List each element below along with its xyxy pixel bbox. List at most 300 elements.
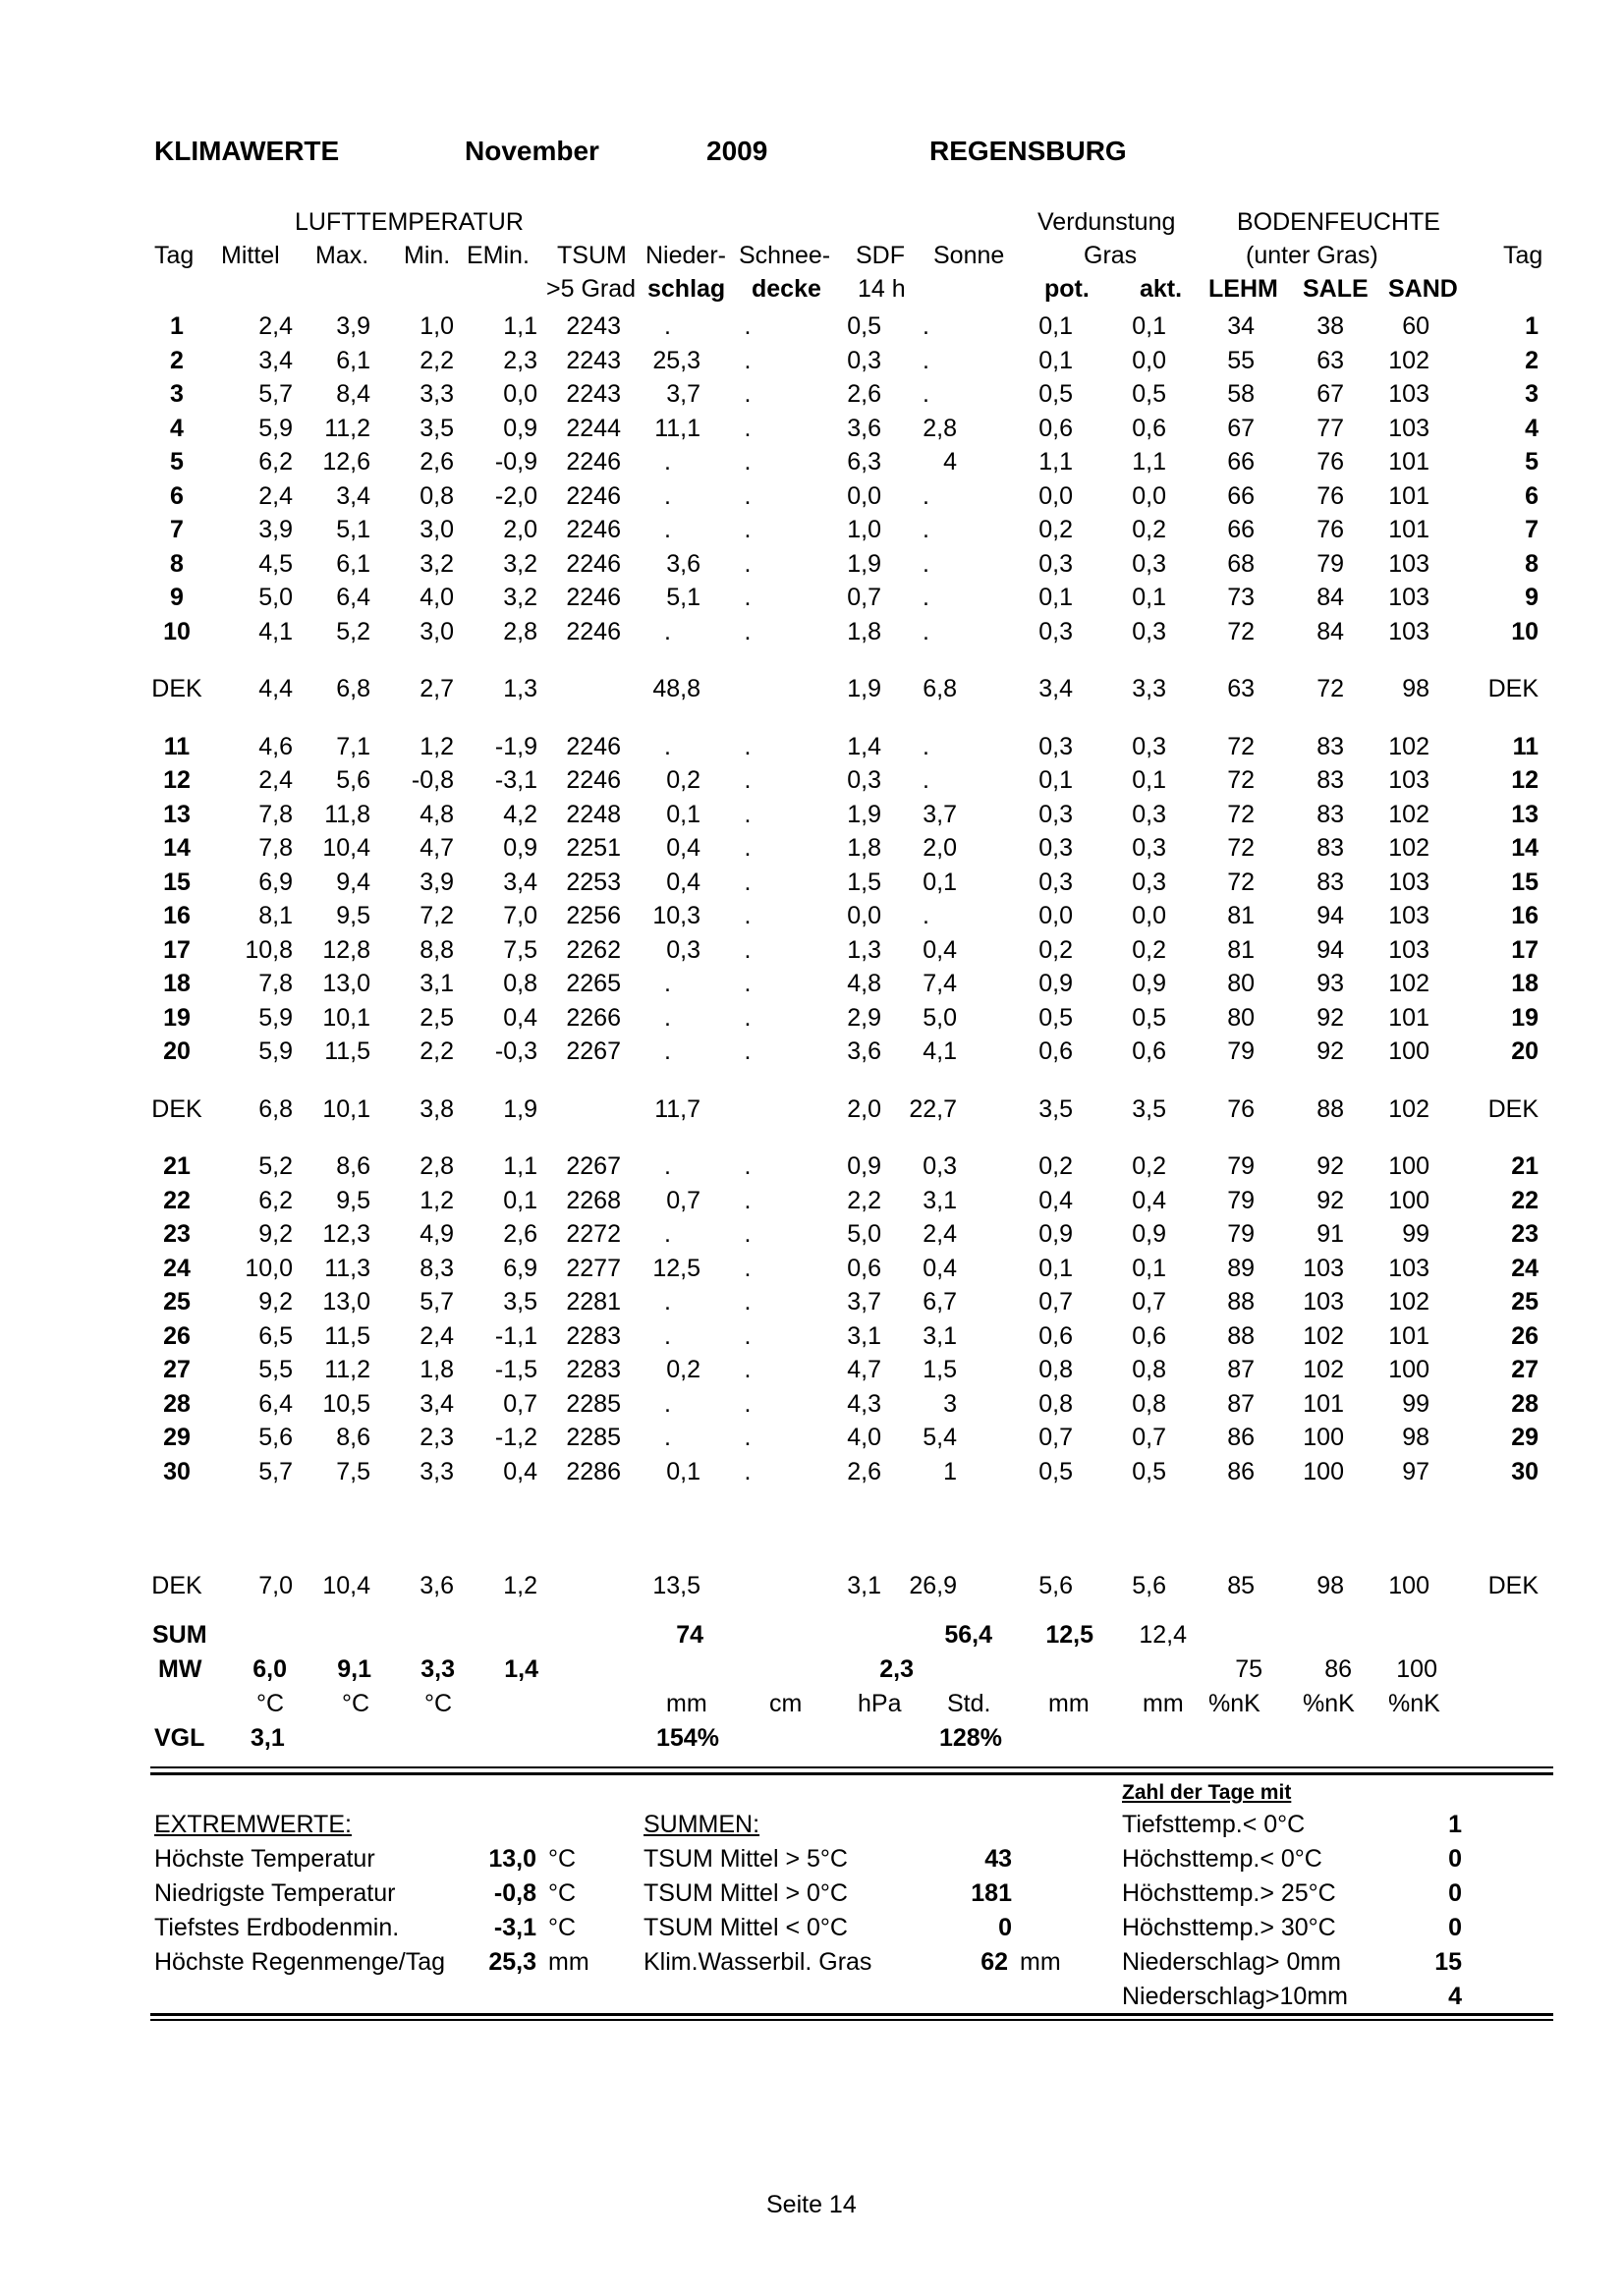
cell-tsum: 2246 <box>566 481 621 510</box>
cell-schnee: . <box>744 1457 752 1485</box>
cell-tsum: 2277 <box>566 1254 621 1282</box>
header-sand: SAND <box>1388 275 1458 303</box>
cell-akt: 5,6 <box>1132 1572 1166 1599</box>
cell-max: 10,1 <box>322 1003 370 1032</box>
mw-mittel: 6,0 <box>252 1655 287 1683</box>
cell-sonne: 1,5 <box>923 1356 957 1383</box>
zahl-label: Höchsttemp.< 0°C <box>1122 1845 1322 1873</box>
cell-sand: 100 <box>1388 1572 1429 1599</box>
cell-sonne: 3 <box>943 1389 957 1418</box>
cell-sonne: 3,1 <box>923 1321 957 1350</box>
cell-sand: 102 <box>1388 1288 1429 1316</box>
unit-sale: %nK <box>1303 1690 1355 1717</box>
cell-tag: 23 <box>163 1220 191 1248</box>
cell-tsum: 2248 <box>566 800 621 828</box>
header-tsum: TSUM <box>557 242 627 269</box>
cell-sdf: 1,3 <box>847 935 881 964</box>
cell-sonne: . <box>923 380 929 408</box>
cell-min: 2,8 <box>420 1152 454 1180</box>
zahl-der-tage-heading: Zahl der Tage mit <box>1122 1781 1292 1804</box>
cell-schnee: . <box>744 1424 752 1451</box>
cell-nieder: . <box>664 1220 671 1248</box>
cell-mittel: 4,6 <box>258 732 293 760</box>
cell-max: 6,8 <box>336 675 370 702</box>
summen-value: 181 <box>971 1879 1012 1907</box>
cell-pot: 0,3 <box>1038 868 1073 896</box>
cell-min: 2,7 <box>420 675 454 702</box>
cell-mittel: 2,4 <box>258 481 293 510</box>
cell-pot: 0,3 <box>1038 800 1073 828</box>
cell-max: 5,2 <box>336 617 370 645</box>
header-group-bodenfeuchte: BODENFEUCHTE <box>1237 208 1440 236</box>
cell-tag: 10 <box>163 617 191 645</box>
cell-sdf: 1,0 <box>847 516 881 543</box>
cell-emin: -1,5 <box>494 1356 537 1383</box>
header-akt: akt. <box>1140 275 1183 303</box>
cell-sonne: . <box>923 617 929 645</box>
cell-tsum <box>537 672 621 706</box>
cell-nieder: 11,1 <box>654 414 700 442</box>
cell-min: 1,0 <box>420 312 454 340</box>
cell-tsum: 2246 <box>566 516 621 543</box>
cell-mittel: 7,8 <box>258 834 293 862</box>
cell-tag-right: 14 <box>1511 834 1539 862</box>
unit-nieder: mm <box>666 1690 707 1717</box>
cell-pot: 0,6 <box>1038 1321 1073 1350</box>
mw-emin: 1,4 <box>504 1655 538 1683</box>
cell-nieder: . <box>664 1003 671 1032</box>
cell-mittel: 6,9 <box>258 868 293 896</box>
row-spacer <box>147 1126 1539 1149</box>
cell-sdf: 0,5 <box>847 312 881 340</box>
cell-tag-right: 25 <box>1511 1288 1539 1316</box>
cell-max: 7,5 <box>336 1457 370 1485</box>
cell-lehm: 72 <box>1227 766 1255 794</box>
zahl-value: 4 <box>1448 1983 1462 2010</box>
cell-pot: 0,2 <box>1038 516 1073 543</box>
cell-sdf: 3,1 <box>847 1321 881 1350</box>
header-lehm: LEHM <box>1208 275 1278 303</box>
cell-akt: 0,6 <box>1132 1037 1166 1065</box>
cell-sdf: 0,0 <box>847 481 881 510</box>
cell-emin: -3,1 <box>494 766 537 794</box>
cell-akt: 3,5 <box>1132 1094 1166 1123</box>
cell-tag: 24 <box>163 1254 191 1282</box>
header-nieder: Nieder- <box>645 242 726 269</box>
cell-min: 4,0 <box>420 584 454 611</box>
summen-label: Klim.Wasserbil. Gras <box>644 1948 872 1976</box>
cell-sdf: 0,3 <box>847 766 881 794</box>
unit-pot: mm <box>1048 1690 1090 1717</box>
cell-nieder: 25,3 <box>652 346 700 374</box>
unit-max: °C <box>342 1690 370 1717</box>
cell-emin: 2,8 <box>503 617 537 645</box>
cell-tag: 3 <box>170 380 184 408</box>
cell-sonne: 2,0 <box>923 834 957 862</box>
cell-lehm: 79 <box>1227 1186 1255 1214</box>
cell-pot: 0,7 <box>1038 1288 1073 1316</box>
cell-sale: 72 <box>1316 675 1344 702</box>
cell-nieder: 0,3 <box>666 935 700 964</box>
cell-nieder: . <box>664 312 671 340</box>
cell-min: 3,3 <box>420 1457 454 1485</box>
cell-tag-right: 27 <box>1511 1356 1539 1383</box>
cell-akt: 0,1 <box>1132 312 1166 340</box>
cell-sale: 83 <box>1316 800 1344 828</box>
cell-max: 11,5 <box>324 1037 370 1065</box>
cell-sale: 76 <box>1316 516 1344 543</box>
table-row <box>147 581 1539 615</box>
cell-min: 3,4 <box>420 1389 454 1418</box>
cell-sdf: 1,8 <box>847 834 881 862</box>
cell-emin: -1,2 <box>494 1424 537 1451</box>
cell-max: 12,8 <box>322 935 370 964</box>
vgl-label: VGL <box>154 1724 205 1752</box>
cell-pot: 0,9 <box>1038 970 1073 997</box>
cell-tag-right: 19 <box>1511 1003 1539 1032</box>
cell-sdf: 0,0 <box>847 902 881 929</box>
cell-sand: 100 <box>1388 1037 1429 1065</box>
cell-tsum: 2281 <box>566 1288 621 1316</box>
cell-min: 1,2 <box>420 1186 454 1214</box>
mw-lehm: 75 <box>1235 1655 1262 1683</box>
summen-value: 43 <box>984 1845 1012 1873</box>
cell-lehm: 86 <box>1227 1457 1255 1485</box>
cell-tsum: 2243 <box>566 346 621 374</box>
cell-schnee: . <box>744 970 752 997</box>
cell-sand: 60 <box>1402 312 1429 340</box>
cell-pot: 0,6 <box>1038 414 1073 442</box>
cell-tsum: 2243 <box>566 312 621 340</box>
cell-tag: 2 <box>170 346 184 374</box>
cell-max: 10,4 <box>322 834 370 862</box>
table-row <box>147 1353 1539 1387</box>
header-emin: EMin. <box>467 242 530 269</box>
cell-min: 8,8 <box>420 935 454 964</box>
cell-max: 9,4 <box>336 868 370 896</box>
cell-sdf: 2,6 <box>847 1457 881 1485</box>
cell-lehm: 86 <box>1227 1424 1255 1451</box>
cell-tag-right: 6 <box>1525 481 1539 510</box>
cell-sdf: 5,0 <box>847 1220 881 1248</box>
extremwerte-value: -3,1 <box>493 1914 536 1941</box>
vgl-nieder: 154% <box>656 1724 719 1752</box>
sum-nieder: 74 <box>676 1621 703 1649</box>
divider-bottom-2 <box>150 2019 1553 2021</box>
cell-tsum: 2265 <box>566 970 621 997</box>
cell-sonne: 0,4 <box>923 1254 957 1282</box>
cell-lehm: 63 <box>1227 675 1255 702</box>
cell-schnee: . <box>744 1288 752 1316</box>
cell-schnee: . <box>744 1254 752 1282</box>
cell-akt: 0,1 <box>1132 584 1166 611</box>
cell-sand: 101 <box>1388 516 1429 543</box>
cell-lehm: 80 <box>1227 1003 1255 1032</box>
cell-max: 12,3 <box>322 1220 370 1248</box>
cell-akt: 0,2 <box>1132 516 1166 543</box>
cell-pot: 0,4 <box>1038 1186 1073 1214</box>
cell-mittel: 5,9 <box>258 1003 293 1032</box>
header-group-verdunstung: Verdunstung <box>1037 208 1176 236</box>
cell-sonne: 6,8 <box>923 675 957 702</box>
cell-sdf: 2,6 <box>847 380 881 408</box>
cell-schnee <box>714 1569 781 1603</box>
unit-sand: %nK <box>1388 1690 1440 1717</box>
cell-tsum <box>537 1569 621 1603</box>
table-row <box>147 763 1539 798</box>
cell-max: 11,5 <box>324 1321 370 1350</box>
cell-nieder: 13,5 <box>652 1572 700 1599</box>
cell-nieder: 3,7 <box>666 380 700 408</box>
cell-min: 7,2 <box>420 902 454 929</box>
cell-akt: 0,5 <box>1132 1457 1166 1485</box>
cell-tsum: 2246 <box>566 448 621 476</box>
cell-tag: DEK <box>151 1094 202 1123</box>
cell-sonne: . <box>923 584 929 611</box>
cell-sdf: 3,6 <box>847 414 881 442</box>
cell-mittel: 7,0 <box>258 1572 293 1599</box>
cell-schnee: . <box>744 312 752 340</box>
table-row <box>147 309 1539 344</box>
header-gras: Gras <box>1084 242 1138 269</box>
cell-sale: 92 <box>1316 1037 1344 1065</box>
cell-tag-right: 21 <box>1511 1152 1539 1180</box>
cell-sale: 38 <box>1316 312 1344 340</box>
cell-sonne: . <box>923 481 929 510</box>
zahl-value: 0 <box>1448 1914 1462 1941</box>
cell-max: 11,3 <box>324 1254 370 1282</box>
cell-pot: 0,8 <box>1038 1356 1073 1383</box>
cell-sdf: 1,5 <box>847 868 881 896</box>
cell-schnee: . <box>744 414 752 442</box>
cell-emin: 1,1 <box>503 1152 537 1180</box>
cell-akt: 0,4 <box>1132 1186 1166 1214</box>
cell-nieder: . <box>664 1288 671 1316</box>
cell-sale: 103 <box>1303 1254 1344 1282</box>
cell-sand: 102 <box>1388 346 1429 374</box>
cell-schnee: . <box>744 481 752 510</box>
cell-sonne: 4,1 <box>923 1037 957 1065</box>
cell-nieder: . <box>664 1037 671 1065</box>
cell-max: 13,0 <box>322 970 370 997</box>
cell-schnee <box>714 1092 781 1127</box>
cell-akt: 0,0 <box>1132 902 1166 929</box>
cell-emin: 0,1 <box>503 1186 537 1214</box>
table-row <box>147 899 1539 933</box>
cell-min: 0,8 <box>420 481 454 510</box>
cell-tag: 26 <box>163 1321 191 1350</box>
cell-tag: 13 <box>163 800 191 828</box>
cell-sonne: . <box>923 346 929 374</box>
cell-sdf: 0,6 <box>847 1254 881 1282</box>
cell-sonne: 5,4 <box>923 1424 957 1451</box>
cell-sale: 102 <box>1303 1321 1344 1350</box>
cell-lehm: 67 <box>1227 414 1255 442</box>
cell-tag: 29 <box>163 1424 191 1451</box>
title-year: 2009 <box>706 136 768 166</box>
unit-sdf: hPa <box>858 1690 902 1717</box>
cell-tag: 9 <box>170 584 184 611</box>
cell-max: 11,8 <box>324 800 370 828</box>
zahl-label: Höchsttemp.> 25°C <box>1122 1879 1336 1907</box>
cell-lehm: 89 <box>1227 1254 1255 1282</box>
cell-sand: 98 <box>1402 675 1429 702</box>
table-row <box>147 479 1539 514</box>
cell-nieder: . <box>664 732 671 760</box>
cell-schnee: . <box>744 766 752 794</box>
cell-emin: 0,8 <box>503 970 537 997</box>
row-spacer <box>147 1545 1539 1569</box>
cell-schnee: . <box>744 1356 752 1383</box>
cell-min: -0,8 <box>411 766 454 794</box>
summen-unit: mm <box>1020 1948 1061 1976</box>
cell-nieder: 12,5 <box>652 1254 700 1282</box>
cell-sdf: 0,3 <box>847 346 881 374</box>
cell-nieder: . <box>664 617 671 645</box>
cell-lehm: 87 <box>1227 1356 1255 1383</box>
cell-tag: DEK <box>151 675 202 702</box>
row-spacer <box>147 1488 1539 1545</box>
cell-sand: 102 <box>1388 800 1429 828</box>
cell-mittel: 7,8 <box>258 970 293 997</box>
vgl-sonne: 128% <box>939 1724 1002 1752</box>
cell-tag-right: DEK <box>1487 675 1539 702</box>
table-row <box>147 866 1539 900</box>
table-row <box>147 1149 1539 1184</box>
cell-sale: 92 <box>1316 1003 1344 1032</box>
cell-sdf: 3,1 <box>847 1572 881 1599</box>
cell-nieder: 0,2 <box>666 1356 700 1383</box>
cell-tag: 12 <box>163 766 191 794</box>
table-row-dekade <box>147 1569 1539 1603</box>
cell-emin: 3,5 <box>503 1288 537 1316</box>
cell-nieder: . <box>664 481 671 510</box>
cell-lehm: 66 <box>1227 516 1255 543</box>
cell-tag-right: 20 <box>1511 1037 1539 1065</box>
mw-sand: 100 <box>1396 1655 1437 1683</box>
header-schnee-sub: decke <box>752 275 821 303</box>
cell-emin: 0,7 <box>503 1389 537 1418</box>
cell-max: 6,1 <box>336 346 370 374</box>
cell-sdf: 1,8 <box>847 617 881 645</box>
title-month: November <box>465 136 599 166</box>
cell-akt: 0,0 <box>1132 346 1166 374</box>
cell-mittel: 4,1 <box>258 617 293 645</box>
cell-schnee: . <box>744 902 752 929</box>
cell-mittel: 5,7 <box>258 380 293 408</box>
summen-value: 62 <box>980 1948 1008 1976</box>
cell-min: 4,7 <box>420 834 454 862</box>
cell-sale: 76 <box>1316 481 1344 510</box>
cell-tsum: 2246 <box>566 549 621 578</box>
cell-nieder: 11,7 <box>654 1094 700 1123</box>
cell-schnee: . <box>744 1321 752 1350</box>
cell-max: 10,5 <box>322 1389 370 1418</box>
cell-emin: 2,0 <box>503 516 537 543</box>
cell-emin: 3,2 <box>503 584 537 611</box>
cell-tsum: 2285 <box>566 1424 621 1451</box>
cell-schnee: . <box>744 1220 752 1248</box>
cell-schnee: . <box>744 1003 752 1032</box>
cell-sonne: 5,0 <box>923 1003 957 1032</box>
cell-lehm: 79 <box>1227 1220 1255 1248</box>
cell-max: 11,2 <box>324 1356 370 1383</box>
cell-min: 1,8 <box>420 1356 454 1383</box>
row-spacer <box>147 648 1539 672</box>
cell-lehm: 68 <box>1227 549 1255 578</box>
cell-lehm: 79 <box>1227 1152 1255 1180</box>
cell-tag: 28 <box>163 1389 191 1418</box>
header-tag-right: Tag <box>1503 242 1543 269</box>
cell-sale: 91 <box>1316 1220 1344 1248</box>
header-nieder-sub: schlag <box>647 275 726 303</box>
cell-schnee: . <box>744 800 752 828</box>
cell-pot: 1,1 <box>1038 448 1073 476</box>
cell-max: 8,6 <box>336 1152 370 1180</box>
cell-sand: 101 <box>1388 1003 1429 1032</box>
cell-nieder: 0,2 <box>666 766 700 794</box>
cell-mittel: 5,2 <box>258 1152 293 1180</box>
cell-lehm: 79 <box>1227 1037 1255 1065</box>
cell-tag-right: 7 <box>1525 516 1539 543</box>
cell-pot: 0,7 <box>1038 1424 1073 1451</box>
cell-sonne: . <box>923 549 929 578</box>
cell-tag: 11 <box>163 732 191 760</box>
cell-sand: 101 <box>1388 1321 1429 1350</box>
cell-sand: 103 <box>1388 584 1429 611</box>
cell-tag: 25 <box>163 1288 191 1316</box>
cell-mittel: 4,5 <box>258 549 293 578</box>
cell-emin: 4,2 <box>503 800 537 828</box>
cell-tsum: 2246 <box>566 766 621 794</box>
cell-max: 8,4 <box>336 380 370 408</box>
cell-sand: 101 <box>1388 481 1429 510</box>
cell-pot: 0,3 <box>1038 732 1073 760</box>
cell-sonne: 0,1 <box>923 868 957 896</box>
table-row <box>147 1387 1539 1422</box>
cell-min: 2,2 <box>420 346 454 374</box>
cell-max: 9,5 <box>336 1186 370 1214</box>
cell-lehm: 72 <box>1227 834 1255 862</box>
cell-mittel: 10,8 <box>245 935 293 964</box>
cell-sand: 99 <box>1402 1389 1429 1418</box>
cell-emin: -1,1 <box>494 1321 537 1350</box>
cell-tag-right: 13 <box>1511 800 1539 828</box>
cell-mittel: 2,4 <box>258 766 293 794</box>
cell-schnee: . <box>744 380 752 408</box>
cell-sonne: . <box>923 732 929 760</box>
cell-tag: 4 <box>170 414 184 442</box>
cell-pot: 0,3 <box>1038 549 1073 578</box>
row-spacer <box>147 706 1539 730</box>
cell-sale: 94 <box>1316 935 1344 964</box>
unit-min: °C <box>424 1690 453 1717</box>
cell-tsum: 2246 <box>566 584 621 611</box>
cell-tag: 16 <box>163 902 191 929</box>
cell-akt: 0,6 <box>1132 414 1166 442</box>
cell-nieder: 0,4 <box>666 834 700 862</box>
cell-akt: 0,2 <box>1132 1152 1166 1180</box>
cell-tag: 22 <box>163 1186 191 1214</box>
cell-emin: 1,2 <box>503 1572 537 1599</box>
header-pot: pot. <box>1044 275 1090 303</box>
cell-min: 3,2 <box>420 549 454 578</box>
table-row <box>147 1285 1539 1319</box>
cell-sdf: 2,9 <box>847 1003 881 1032</box>
cell-mittel: 9,2 <box>258 1288 293 1316</box>
cell-akt: 0,3 <box>1132 800 1166 828</box>
cell-emin: -2,0 <box>494 481 537 510</box>
